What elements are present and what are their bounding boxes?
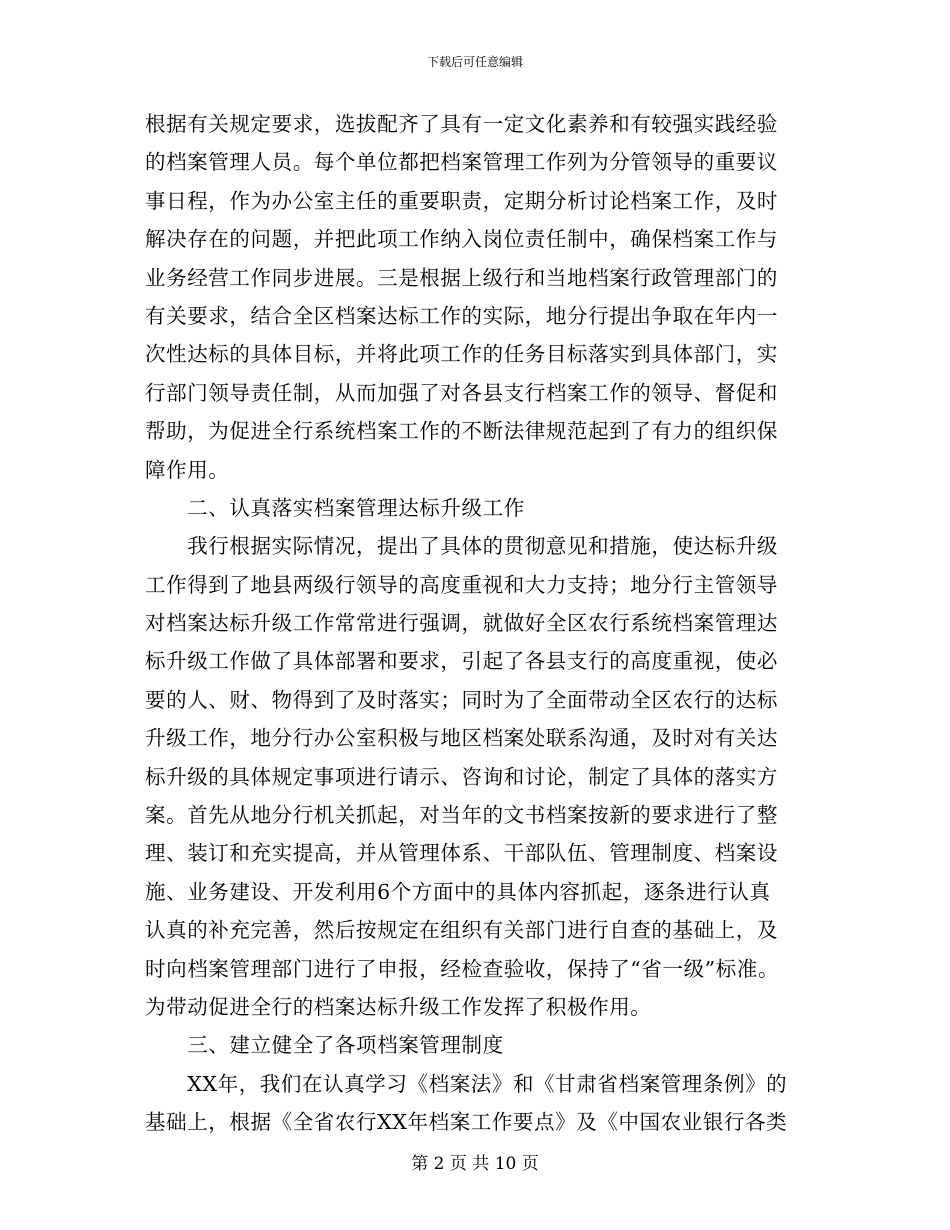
text-line: 时向档案管理部门进行了申报，经检查验收，保持了“省一级”标准。 — [145, 956, 780, 981]
text-line: 障作用。 — [145, 457, 230, 482]
text-line: 认真的补充完善，然后按规定在组织有关部门进行自查的基础上，及 — [145, 918, 778, 943]
text-line: 标升级工作做了具体部署和要求，引起了各县支行的高度重视，使必 — [145, 649, 778, 674]
text-line: 行部门领导责任制，从而加强了对各县支行档案工作的领导、督促和 — [145, 380, 778, 405]
text-line: 事日程，作为办公室主任的重要职责，定期分析讨论档案工作，及时 — [145, 188, 778, 213]
text-line: 的档案管理人员。每个单位都把档案管理工作列为分管领导的重要议 — [145, 150, 778, 175]
text-line: 次性达标的具体目标，并将此项工作的任务目标落实到具体部门，实 — [145, 342, 778, 367]
text-line: XX年，我们在认真学习《档案法》和《甘肃省档案管理条例》的 — [145, 1071, 788, 1096]
text-line: 理、装订和充实提高，并从管理体系、干部队伍、管理制度、档案设 — [145, 841, 778, 866]
text-line: 帮助，为促进全行系统档案工作的不断法律规范起到了有力的组织保 — [145, 419, 778, 444]
text-line: 根据有关规定要求，选拔配齐了具有一定文化素养和有较强实践经验 — [145, 112, 778, 136]
text-line: 升级工作，地分行办公室积极与地区档案处联系沟通，及时对有关达 — [145, 726, 778, 751]
text-line: 对档案达标升级工作常常进行强调，就做好全区农行系统档案管理达 — [145, 611, 778, 636]
text-line: 施、业务建设、开发利用6个方面中的具体内容抓起，逐条进行认真 — [145, 879, 771, 904]
text-line: 要的人、财、物得到了及时落实；同时为了全面带动全区农行的达标 — [145, 687, 778, 712]
text-line: 基础上，根据《全省农行XX年档案工作要点》及《中国农业银行各类 — [145, 1110, 788, 1135]
text-line: 案。首先从地分行机关抓起，对当年的文书档案按新的要求进行了整 — [145, 803, 778, 828]
page-header: 下载后可任意编辑 — [426, 55, 523, 69]
text-line: 标升级的具体规定事项进行请示、咨询和讨论，制定了具体的落实方 — [145, 764, 778, 789]
text-line: 解决存在的问题，并把此项工作纳入岗位责任制中，确保档案工作与 — [145, 227, 778, 252]
text-line: 我行根据实际情况，提出了具体的贯彻意见和措施，使达标升级 — [145, 534, 778, 559]
section-heading: 二、认真落实档案管理达标升级工作 — [145, 495, 525, 520]
text-line: 为带动促进全行的档案达标升级工作发挥了积极作用。 — [145, 994, 652, 1019]
text-line: 业务经营工作同步进展。三是根据上级行和当地档案行政管理部门的 — [145, 265, 778, 290]
section-heading: 三、建立健全了各项档案管理制度 — [145, 1033, 504, 1058]
body-text — [145, 105, 810, 1142]
page-footer: 第 2 页 共 10 页 — [411, 1154, 539, 1174]
text-line: 工作得到了地县两级行领导的高度重视和大力支持；地分行主管领导 — [145, 572, 778, 597]
text-line: 有关要求，结合全区档案达标工作的实际，地分行提出争取在年内一 — [145, 303, 778, 328]
